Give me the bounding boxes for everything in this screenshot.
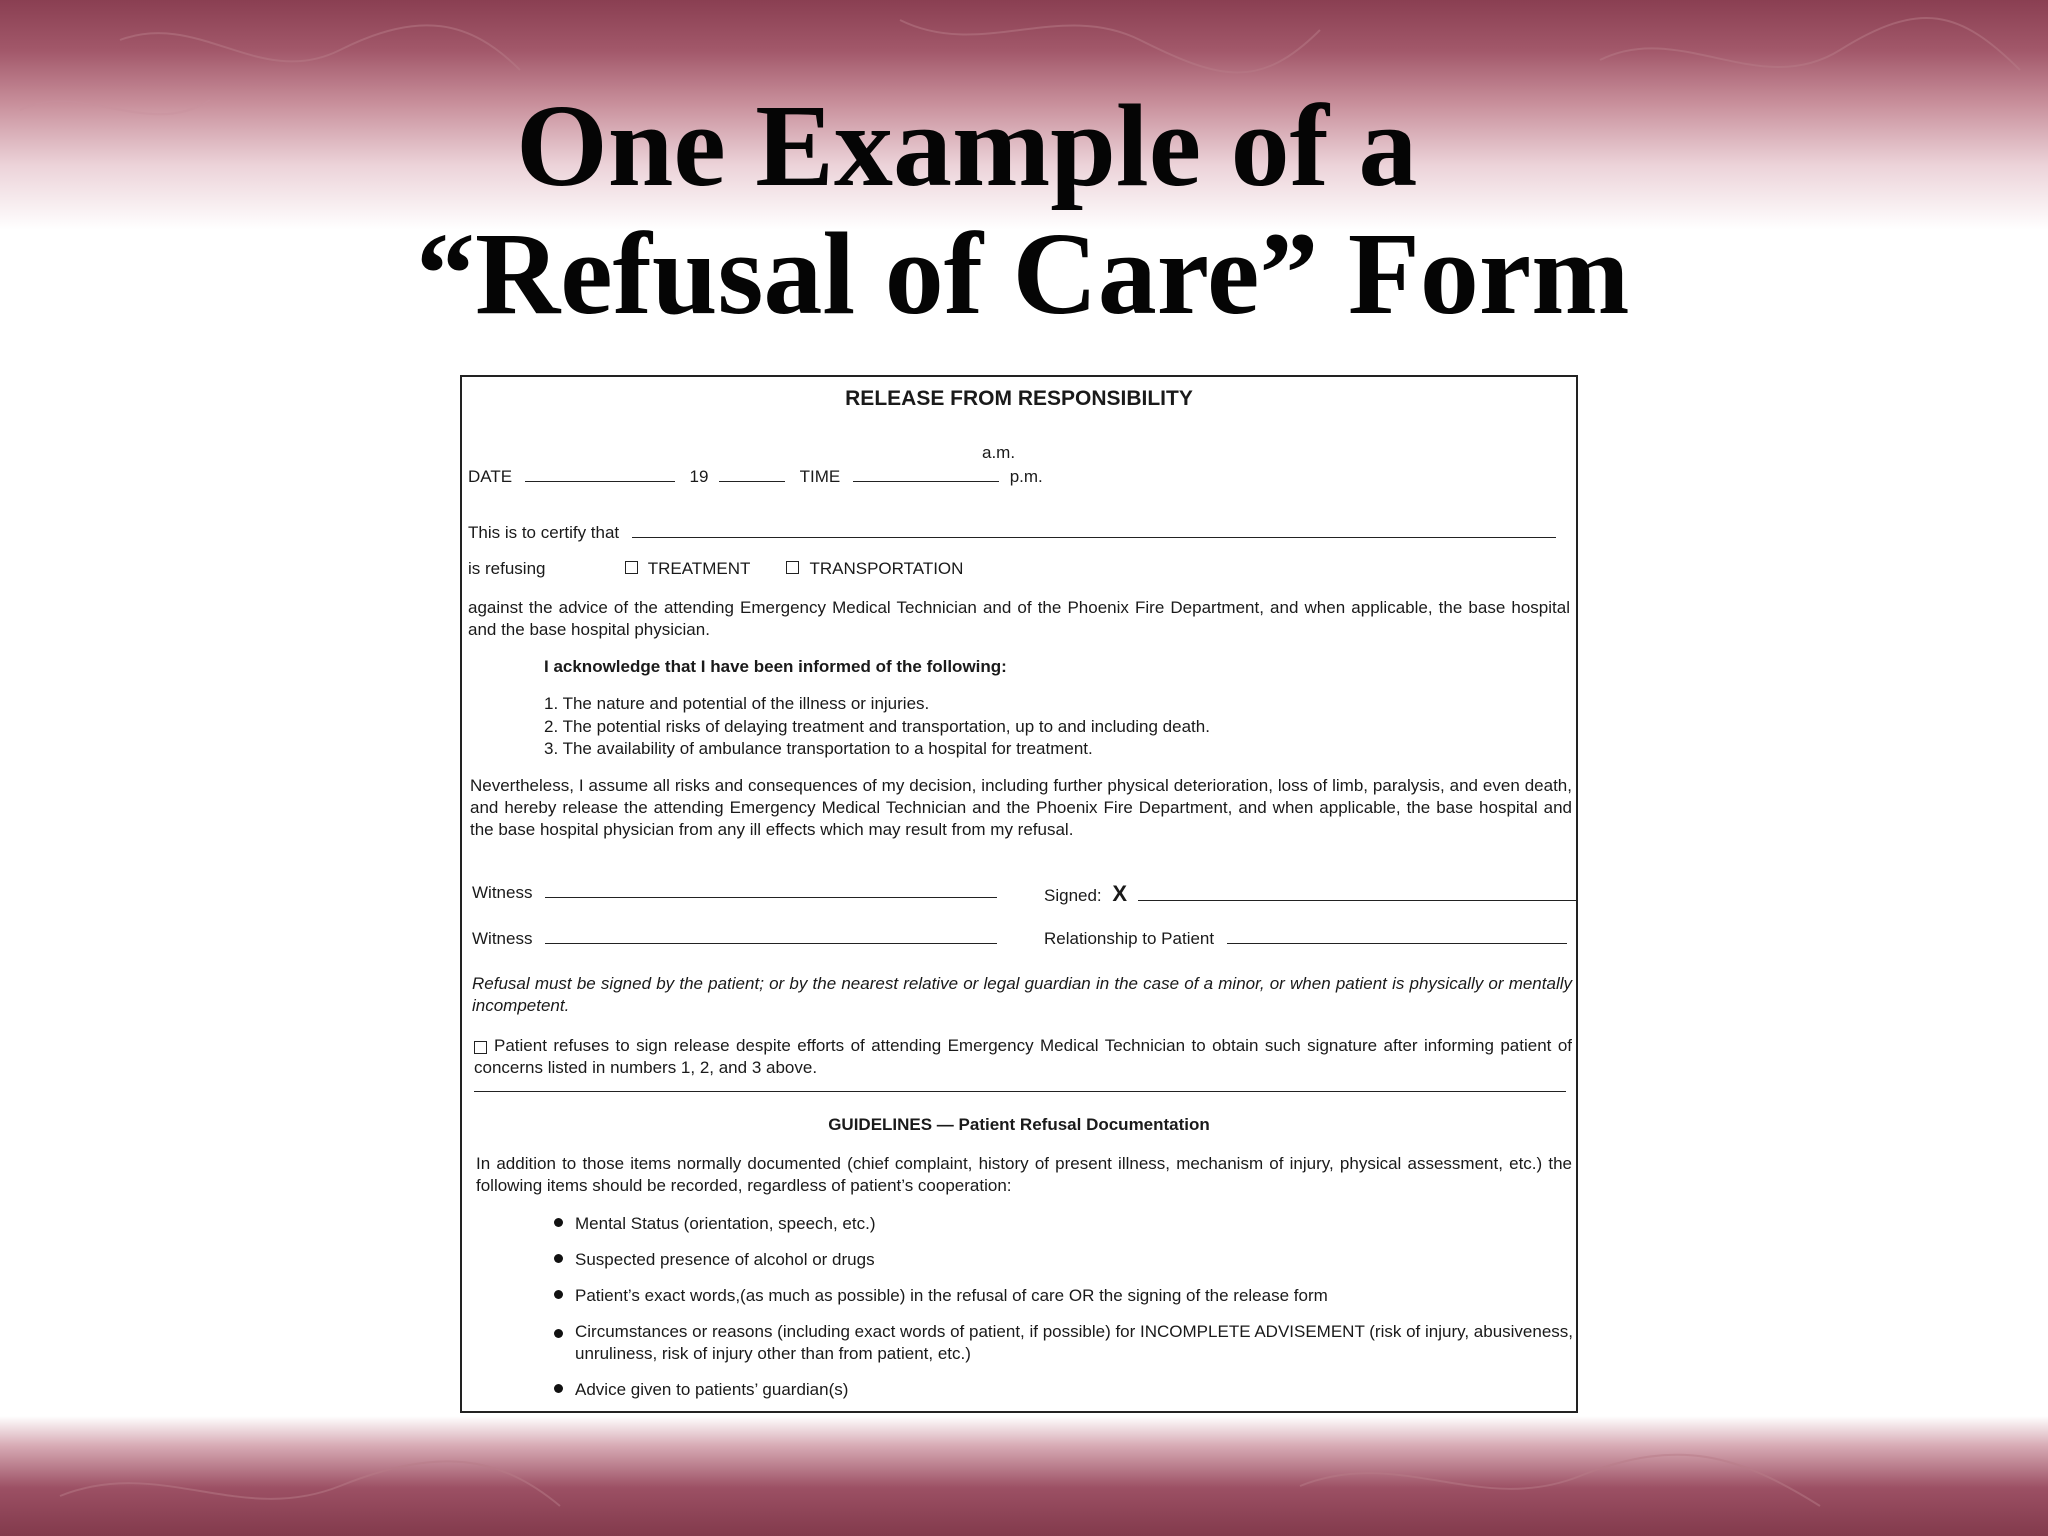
form-heading: RELEASE FROM RESPONSIBILITY: [845, 387, 1193, 410]
am-label: a.m.: [982, 443, 1016, 462]
signed-row: [1044, 881, 1576, 907]
acknowledge-item: 3. The availability of ambulance transportation to a hospital for treatment.: [544, 739, 1093, 758]
pm-label: p.m.: [1009, 467, 1043, 486]
list-item: [554, 1285, 1574, 1307]
signed-label: Signed:: [1044, 886, 1102, 905]
guideline-text: Mental Status (orientation, speech, etc.): [575, 1214, 876, 1233]
witness-field-1[interactable]: [545, 883, 997, 898]
against-advice-text: against the advice of the attending Emergency Medical Technician and of the Phoenix Fire Department, and when applicable, the base hospital and the base hospital physician.: [468, 598, 1570, 639]
bullet-icon: [554, 1254, 563, 1263]
witness-label: Witness: [472, 883, 533, 902]
bullet-icon: [554, 1329, 563, 1338]
acknowledge-item: 1. The nature and potential of the illness or injuries.: [544, 694, 930, 713]
guideline-text: Suspected presence of alcohol or drugs: [575, 1250, 875, 1269]
treatment-label: TREATMENT: [647, 559, 751, 578]
bullet-icon: [554, 1290, 563, 1299]
acknowledge-item: 2. The potential risks of delaying treatment and transportation, up to and including death.: [544, 716, 1210, 736]
signature-mark: X: [1112, 881, 1128, 906]
bullet-icon: [554, 1218, 563, 1227]
signature-field[interactable]: [1138, 886, 1576, 901]
guideline-text: Patient’s exact words,(as much as possible) in the refusal of care OR the signing of the release form: [575, 1286, 1328, 1305]
refusing-row: [468, 559, 963, 579]
witness-row-1: [472, 883, 997, 903]
time-field[interactable]: [853, 467, 999, 482]
guidelines-list: [554, 1213, 1574, 1401]
list-item: [554, 1379, 1574, 1401]
treatment-checkbox[interactable]: [625, 561, 638, 574]
time-label: TIME: [799, 467, 841, 486]
patient-refuses-text: Patient refuses to sign release despite efforts of attending Emergency Medical Technician to obtain such signature after informing patient of concerns listed in numbers 1, 2, and 3 above.: [474, 1036, 1572, 1077]
year-field[interactable]: [719, 467, 785, 482]
relationship-field[interactable]: [1227, 929, 1567, 944]
section-divider: [474, 1091, 1566, 1092]
certify-row: [468, 523, 1556, 543]
date-time-row: [468, 467, 1043, 487]
slide-title: [0, 82, 2048, 338]
nevertheless-text: Nevertheless, I assume all risks and consequences of my decision, including further physical deterioration, loss of limb, paralysis, and even death, and hereby release the attending Emergency Medical Technician and the Phoenix Fire Department, and when applicable, the base hospital and the base hospital physician from any ill effects which may result from my refusal.: [470, 776, 1572, 839]
acknowledge-heading: I acknowledge that I have been informed of the following:: [544, 657, 1007, 676]
witness-label: Witness: [472, 929, 533, 948]
witness-field-2[interactable]: [545, 929, 997, 944]
transportation-label: TRANSPORTATION: [809, 559, 964, 578]
bottom-decorative-band: [0, 1416, 2048, 1536]
guideline-text: Circumstances or reasons (including exact words of patient, if possible) for INCOMPLETE ADVISEMENT (risk of injury, abusiveness, unruliness, risk of injury other than from patient, etc.): [575, 1322, 1574, 1363]
acknowledge-list: [544, 693, 1210, 761]
relationship-label: Relationship to Patient: [1044, 929, 1215, 948]
swirl-pattern-bottom: [0, 1416, 2048, 1536]
list-item: [554, 1321, 1574, 1365]
slide-title-line2: “Refusal of Care” Form: [416, 208, 1630, 339]
transportation-checkbox[interactable]: [786, 561, 799, 574]
date-label: DATE: [468, 467, 513, 486]
refusing-label: is refusing: [468, 559, 546, 578]
list-item: [554, 1249, 1574, 1271]
release-form: [460, 375, 1578, 1413]
witness-row-2: [472, 929, 997, 949]
slide-title-line1: One Example of a: [516, 80, 1418, 211]
patient-refuses-row: [474, 1035, 1572, 1079]
refusal-note: Refusal must be signed by the patient; or by the nearest relative or legal guardian in the case of a minor, or when patient is physically or mentally incompetent.: [472, 974, 1572, 1015]
certify-label: This is to certify that: [468, 523, 620, 542]
guidelines-heading: GUIDELINES — Patient Refusal Documentation: [828, 1115, 1210, 1134]
guideline-text: Advice given to patients’ guardian(s): [575, 1380, 849, 1399]
year-prefix: 19: [689, 467, 709, 486]
relationship-row: [1044, 929, 1567, 949]
list-item: [554, 1213, 1574, 1235]
date-field[interactable]: [525, 467, 675, 482]
bullet-icon: [554, 1384, 563, 1393]
guidelines-intro: In addition to those items normally documented (chief complaint, history of present illness, mechanism of injury, physical assessment, etc.) the following items should be recorded, regardless of patient’s cooperation:: [476, 1154, 1572, 1195]
patient-name-field[interactable]: [632, 523, 1556, 538]
